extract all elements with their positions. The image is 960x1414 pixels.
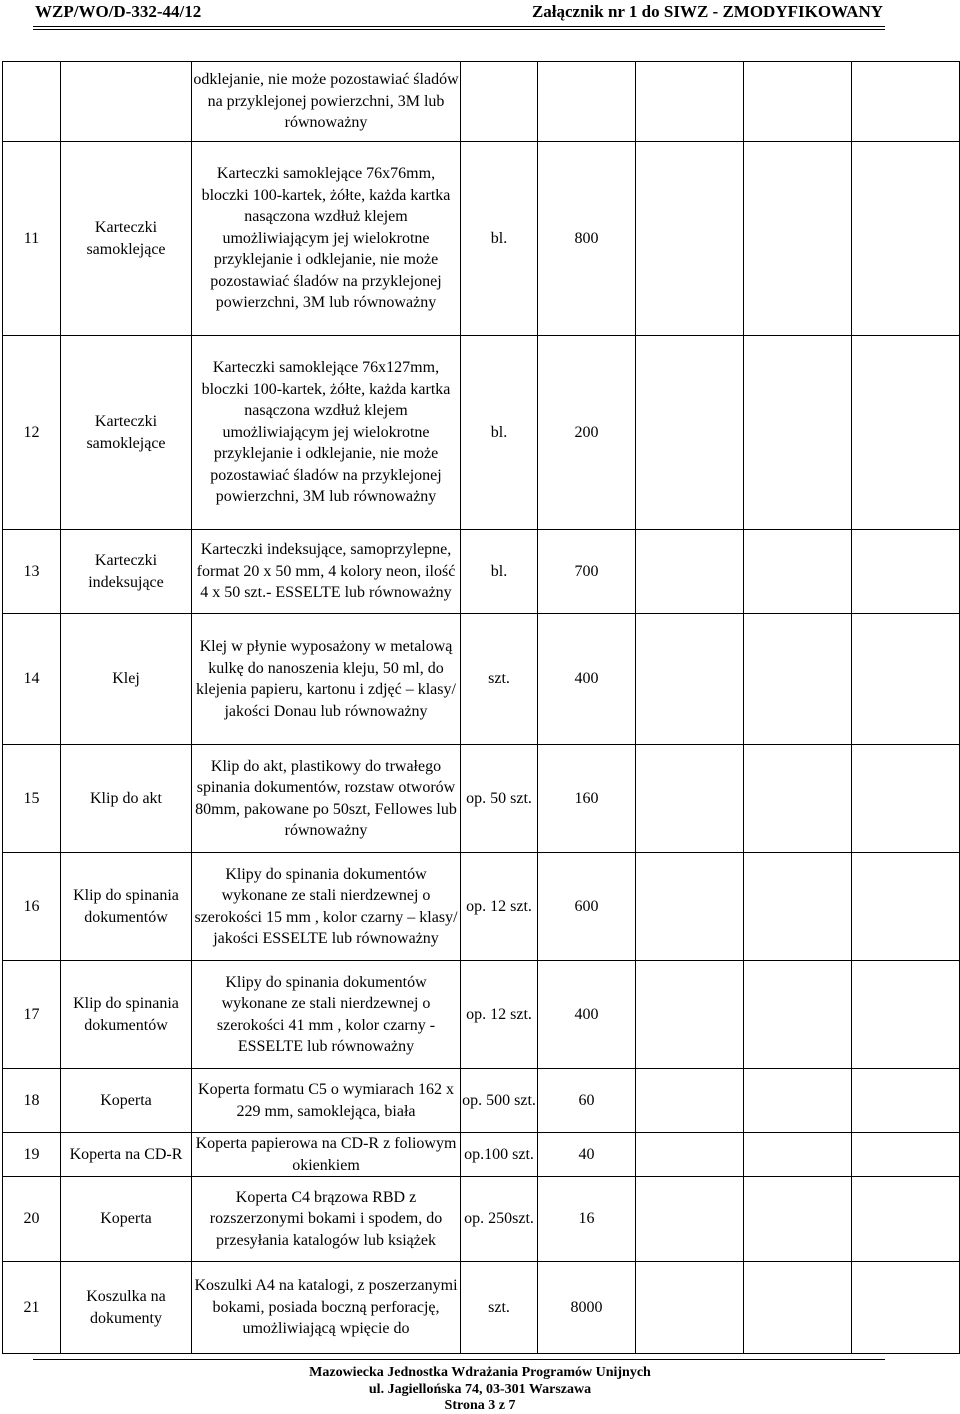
empty-cell (744, 614, 852, 745)
item-unit: bl. (461, 142, 538, 336)
empty-cell (744, 1133, 852, 1177)
page-number: Strona 3 z 7 (444, 1398, 516, 1413)
item-unit: op. 500 szt. (461, 1069, 538, 1133)
table-row (3, 62, 960, 142)
item-unit: szt. (461, 1262, 538, 1354)
item-description: Klip do akt, plastikowy do trwałego spinania dokumentów, rozstaw otworów 80mm, pakowane po 50szt, Fellowes lub równoważny (192, 745, 461, 853)
item-quantity: 8000 (538, 1262, 636, 1354)
table-row (3, 1069, 960, 1133)
item-name: Koperta (61, 1177, 192, 1262)
row-number (3, 62, 61, 142)
empty-cell (744, 62, 852, 142)
empty-cell (852, 1133, 960, 1177)
empty-cell (852, 614, 960, 745)
empty-cell (852, 62, 960, 142)
row-number: 17 (3, 961, 61, 1069)
item-description: Koperta papierowa na CD-R z foliowym okienkiem (192, 1133, 461, 1177)
row-number: 13 (3, 530, 61, 614)
item-quantity: 160 (538, 745, 636, 853)
empty-cell (744, 1177, 852, 1262)
empty-cell (852, 1177, 960, 1262)
item-description: Karteczki samoklejące 76x127mm, bloczki 100-kartek, żółte, każda kartka nasączona wzdłuż klejem umożliwiającym jej wielokrotne przyklejanie i odklejanie, nie może pozostawiać śladów na przyklejonej powierzchni, 3M lub równoważny (192, 336, 461, 530)
item-unit: op.100 szt. (461, 1133, 538, 1177)
empty-cell (636, 530, 744, 614)
empty-cell (636, 1069, 744, 1133)
table-row (3, 530, 960, 614)
table-row (3, 853, 960, 961)
item-description: Koszulki A4 na katalogi, z poszerzanymi bokami, posiada boczną perforację, umożliwiającą wpięcie do (192, 1262, 461, 1354)
item-description: odklejanie, nie może pozostawiać śladów na przyklejonej powierzchni, 3M lub równoważny (192, 62, 461, 142)
empty-cell (636, 1177, 744, 1262)
empty-cell (744, 1069, 852, 1133)
item-description: Karteczki indeksujące, samoprzylepne, format 20 x 50 mm, 4 kolory neon, ilość 4 x 50 szt.- ESSELTE lub równoważny (192, 530, 461, 614)
item-name: Klip do spinania dokumentów (61, 853, 192, 961)
footer-organization: Mazowiecka Jednostka Wdrażania Programów Unijnych (309, 1365, 651, 1380)
item-quantity: 200 (538, 336, 636, 530)
row-number: 18 (3, 1069, 61, 1133)
item-name: Karteczki samoklejące (61, 142, 192, 336)
empty-cell (852, 336, 960, 530)
table-row (3, 1262, 960, 1354)
footer-rule (33, 1359, 885, 1360)
header-rule (33, 26, 885, 27)
item-description: Karteczki samoklejące 76x76mm, bloczki 100-kartek, żółte, każda kartka nasączona wzdłuż klejem umożliwiającym jej wielokrotne przyklejanie i odklejanie, nie może pozostawiać śladów na przyklejonej powierzchni, 3M lub równoważny (192, 142, 461, 336)
empty-cell (852, 853, 960, 961)
empty-cell (636, 62, 744, 142)
empty-cell (636, 614, 744, 745)
row-number: 14 (3, 614, 61, 745)
item-name: Karteczki indeksujące (61, 530, 192, 614)
row-number: 20 (3, 1177, 61, 1262)
item-unit: bl. (461, 336, 538, 530)
item-unit: szt. (461, 614, 538, 745)
item-name: Klej (61, 614, 192, 745)
item-unit: op. 250szt. (461, 1177, 538, 1262)
row-number: 19 (3, 1133, 61, 1177)
empty-cell (744, 336, 852, 530)
item-quantity: 400 (538, 614, 636, 745)
attachment-title: Załącznik nr 1 do SIWZ - ZMODYFIKOWANY (531, 2, 883, 21)
table-row (3, 1133, 960, 1177)
empty-cell (852, 745, 960, 853)
row-number: 15 (3, 745, 61, 853)
item-unit: op. 12 szt. (461, 961, 538, 1069)
table-row (3, 614, 960, 745)
items-table-body (3, 62, 960, 1354)
empty-cell (636, 1262, 744, 1354)
footer-address: ul. Jagiellońska 74, 03-301 Warszawa (368, 1382, 592, 1397)
empty-cell (852, 142, 960, 336)
item-name: Koperta na CD-R (61, 1133, 192, 1177)
row-number: 16 (3, 853, 61, 961)
item-unit: op. 50 szt. (461, 745, 538, 853)
item-quantity: 400 (538, 961, 636, 1069)
item-unit (461, 62, 538, 142)
item-quantity: 600 (538, 853, 636, 961)
empty-cell (852, 1262, 960, 1354)
item-name: Klip do spinania dokumentów (61, 961, 192, 1069)
item-quantity: 700 (538, 530, 636, 614)
item-quantity: 60 (538, 1069, 636, 1133)
empty-cell (744, 853, 852, 961)
table-row (3, 1177, 960, 1262)
item-quantity (538, 62, 636, 142)
empty-cell (636, 853, 744, 961)
item-name: Koperta (61, 1069, 192, 1133)
table-row (3, 745, 960, 853)
table-row (3, 336, 960, 530)
empty-cell (636, 745, 744, 853)
item-description: Klipy do spinania dokumentów wykonane ze stali nierdzewnej o szerokości 41 mm , kolor czarny - ESSELTE lub równoważny (192, 961, 461, 1069)
item-name (61, 62, 192, 142)
row-number: 21 (3, 1262, 61, 1354)
item-quantity: 40 (538, 1133, 636, 1177)
item-quantity: 16 (538, 1177, 636, 1262)
item-description: Klipy do spinania dokumentów wykonane ze stali nierdzewnej o szerokości 15 mm , kolor czarny – klasy/ jakości ESSELTE lub równoważny (192, 853, 461, 961)
empty-cell (744, 1262, 852, 1354)
item-description: Koperta formatu C5 o wymiarach 162 x 229 mm, samoklejąca, biała (192, 1069, 461, 1133)
row-number: 12 (3, 336, 61, 530)
item-name: Karteczki samoklejące (61, 336, 192, 530)
item-description: Koperta C4 brązowa RBD z rozszerzonymi bokami i spodem, do przesyłania katalogów lub książek (192, 1177, 461, 1262)
items-table (2, 61, 960, 1354)
page-header (0, 0, 960, 26)
empty-cell (636, 142, 744, 336)
document-reference: WZP/WO/D-332-44/12 (35, 2, 202, 21)
header-rule-secondary (33, 29, 885, 30)
item-name: Klip do akt (61, 745, 192, 853)
item-description: Klej w płynie wyposażony w metalową kulkę do nanoszenia kleju, 50 ml, do klejenia papieru, kartonu i zdjęć – klasy/ jakości Donau lub równoważny (192, 614, 461, 745)
empty-cell (744, 530, 852, 614)
empty-cell (852, 1069, 960, 1133)
empty-cell (852, 961, 960, 1069)
empty-cell (744, 961, 852, 1069)
empty-cell (636, 336, 744, 530)
empty-cell (744, 142, 852, 336)
item-unit: bl. (461, 530, 538, 614)
table-row (3, 142, 960, 336)
item-unit: op. 12 szt. (461, 853, 538, 961)
item-name: Koszulka na dokumenty (61, 1262, 192, 1354)
empty-cell (636, 961, 744, 1069)
empty-cell (852, 530, 960, 614)
table-row (3, 961, 960, 1069)
empty-cell (636, 1133, 744, 1177)
item-quantity: 800 (538, 142, 636, 336)
row-number: 11 (3, 142, 61, 336)
empty-cell (744, 745, 852, 853)
